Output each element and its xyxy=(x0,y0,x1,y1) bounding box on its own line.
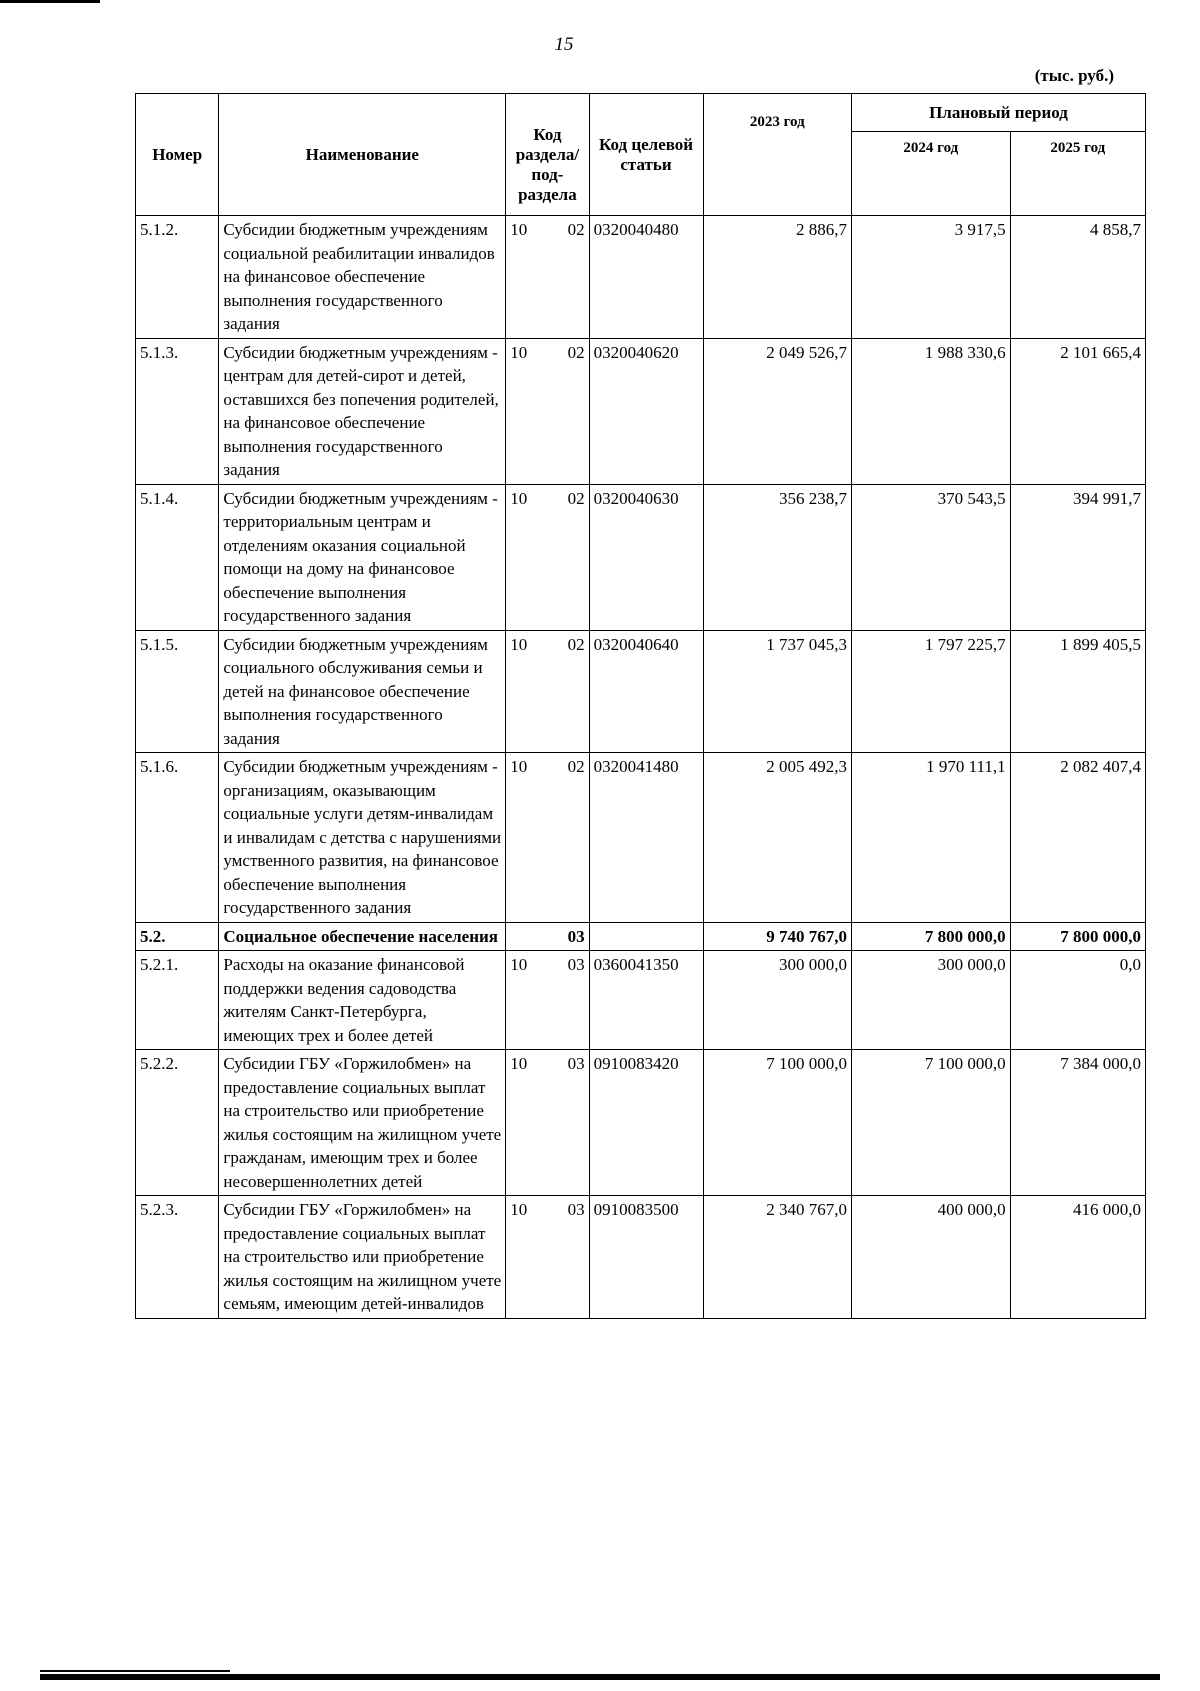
row-number: 5.1.5. xyxy=(136,630,219,753)
row-number: 5.2.1. xyxy=(136,951,219,1050)
row-value-2023: 9 740 767,0 xyxy=(703,922,851,951)
row-value-2023: 356 238,7 xyxy=(703,484,851,630)
row-value-2024: 1 988 330,6 xyxy=(851,338,1010,484)
row-number: 5.1.3. xyxy=(136,338,219,484)
header-year-2025: 2025 год xyxy=(1010,132,1145,216)
row-number: 5.2.2. xyxy=(136,1050,219,1196)
row-subsection: 03 xyxy=(567,955,585,974)
row-value-2023: 2 886,7 xyxy=(703,216,851,339)
row-name: Субсидии бюджетным учреждениям - территориальным центрам и отделениям оказания социальной помощи на дому на финансовое обеспечение выполнения государственного задания xyxy=(219,484,506,630)
table-row xyxy=(136,484,1146,630)
table-header xyxy=(136,94,1146,216)
table-row xyxy=(136,630,1146,753)
row-target-code: 0320040640 xyxy=(589,630,703,753)
row-value-2024: 1 970 111,1 xyxy=(851,753,1010,923)
header-planned-period: Плановый период xyxy=(851,94,1145,132)
row-subsection: 02 xyxy=(567,220,585,239)
row-value-2024: 3 917,5 xyxy=(851,216,1010,339)
bottom-edge-bar xyxy=(40,1674,1160,1680)
row-subsection: 02 xyxy=(567,757,585,776)
row-value-2025: 2 082 407,4 xyxy=(1010,753,1145,923)
row-section-code xyxy=(506,1050,589,1196)
page-number: 15 xyxy=(554,34,574,55)
row-subsection: 02 xyxy=(567,634,585,654)
budget-table xyxy=(135,93,1146,1319)
row-name: Социальное обеспечение населения xyxy=(219,922,506,951)
row-section: 10 xyxy=(510,342,528,362)
row-section: 10 xyxy=(510,757,528,776)
table-row xyxy=(136,1050,1146,1196)
row-name: Субсидии бюджетным учреждениям социального обслуживания семьи и детей на финансовое обеспечение выполнения государственного задания xyxy=(219,630,506,753)
table-row xyxy=(136,922,1146,951)
row-value-2023: 7 100 000,0 xyxy=(703,1050,851,1196)
units-label: (тыс. руб.) xyxy=(1034,66,1114,85)
row-value-2024: 300 000,0 xyxy=(851,951,1010,1050)
bottom-edge-mark-thin xyxy=(40,1670,230,1672)
row-value-2023: 2 049 526,7 xyxy=(703,338,851,484)
header-number: Номер xyxy=(136,94,219,216)
row-value-2025: 416 000,0 xyxy=(1010,1196,1145,1319)
header-year-2023: 2023 год xyxy=(703,94,851,216)
row-number: 5.1.4. xyxy=(136,484,219,630)
table-row xyxy=(136,951,1146,1050)
row-subsection: 02 xyxy=(567,342,585,362)
row-name: Субсидии ГБУ «Горжилобмен» на предоставление социальных выплат на строительство или приобретение жилья состоящим на жилищном учете гражданам, имеющим трех и более несовершеннолетних детей xyxy=(219,1050,506,1196)
row-number: 5.1.6. xyxy=(136,753,219,923)
row-value-2025: 2 101 665,4 xyxy=(1010,338,1145,484)
row-value-2024: 370 543,5 xyxy=(851,484,1010,630)
row-value-2023: 300 000,0 xyxy=(703,951,851,1050)
row-target-code xyxy=(589,922,703,951)
header-name: Наименование xyxy=(219,94,506,216)
row-subsection: 03 xyxy=(567,926,585,946)
row-section-code xyxy=(506,922,589,951)
row-number: 5.2. xyxy=(136,922,219,951)
row-section-code xyxy=(506,484,589,630)
row-target-code: 0910083500 xyxy=(589,1196,703,1319)
row-name: Субсидии бюджетным учреждениям - организациям, оказывающим социальные услуги детям-инвалидам и инвалидам с детства с нарушениями умственного развития, на финансовое обеспечение выполнения государственного задания xyxy=(219,753,506,923)
row-section: 10 xyxy=(510,220,528,239)
row-subsection: 03 xyxy=(567,1200,585,1219)
row-subsection: 03 xyxy=(567,1054,585,1073)
row-value-2023: 2 005 492,3 xyxy=(703,753,851,923)
row-value-2025: 1 899 405,5 xyxy=(1010,630,1145,753)
row-name: Субсидии бюджетным учреждениям - центрам для детей-сирот и детей, оставшихся без попечения родителей, на финансовое обеспечение выполнения государственного задания xyxy=(219,338,506,484)
table-row xyxy=(136,1196,1146,1319)
row-name: Субсидии бюджетным учреждениям социальной реабилитации инвалидов на финансовое обеспечение выполнения государственного задания xyxy=(219,216,506,339)
table-row xyxy=(136,753,1146,923)
row-value-2024: 7 100 000,0 xyxy=(851,1050,1010,1196)
row-section-code xyxy=(506,630,589,753)
header-target-code: Код целевой статьи xyxy=(589,94,703,216)
row-name: Субсидии ГБУ «Горжилобмен» на предоставление социальных выплат на строительство или приобретение жилья состоящим на жилищном учете семьям, имеющим детей-инвалидов xyxy=(219,1196,506,1319)
row-number: 5.1.2. xyxy=(136,216,219,339)
table-body xyxy=(136,216,1146,1319)
row-target-code: 0320041480 xyxy=(589,753,703,923)
row-target-code: 0320040620 xyxy=(589,338,703,484)
row-target-code: 0320040480 xyxy=(589,216,703,339)
row-value-2023: 1 737 045,3 xyxy=(703,630,851,753)
row-subsection: 02 xyxy=(567,488,585,508)
row-value-2024: 7 800 000,0 xyxy=(851,922,1010,951)
row-section-code xyxy=(506,216,589,339)
row-section-code xyxy=(506,753,589,923)
row-section-code xyxy=(506,951,589,1050)
row-section-code xyxy=(506,338,589,484)
row-section: 10 xyxy=(510,955,528,974)
row-target-code: 0910083420 xyxy=(589,1050,703,1196)
row-target-code: 0320040630 xyxy=(589,484,703,630)
row-number: 5.2.3. xyxy=(136,1196,219,1319)
row-section: 10 xyxy=(510,1200,528,1219)
row-target-code: 0360041350 xyxy=(589,951,703,1050)
row-section-code xyxy=(506,1196,589,1319)
row-value-2024: 1 797 225,7 xyxy=(851,630,1010,753)
row-value-2025: 0,0 xyxy=(1010,951,1145,1050)
header-year-2024: 2024 год xyxy=(851,132,1010,216)
row-value-2024: 400 000,0 xyxy=(851,1196,1010,1319)
row-value-2025: 394 991,7 xyxy=(1010,484,1145,630)
top-edge-mark xyxy=(0,0,100,3)
header-section-code: Код раздела/ под- раздела xyxy=(506,94,589,216)
row-value-2025: 7 384 000,0 xyxy=(1010,1050,1145,1196)
row-section: 10 xyxy=(510,488,528,508)
row-value-2025: 4 858,7 xyxy=(1010,216,1145,339)
row-section: 10 xyxy=(510,634,528,654)
table-row xyxy=(136,216,1146,339)
table-row xyxy=(136,338,1146,484)
row-section: 10 xyxy=(510,1054,528,1073)
row-name: Расходы на оказание финансовой поддержки ведения садоводства жителям Санкт-Петербурга, имеющих трех и более детей xyxy=(219,951,506,1050)
row-value-2025: 7 800 000,0 xyxy=(1010,922,1145,951)
row-value-2023: 2 340 767,0 xyxy=(703,1196,851,1319)
